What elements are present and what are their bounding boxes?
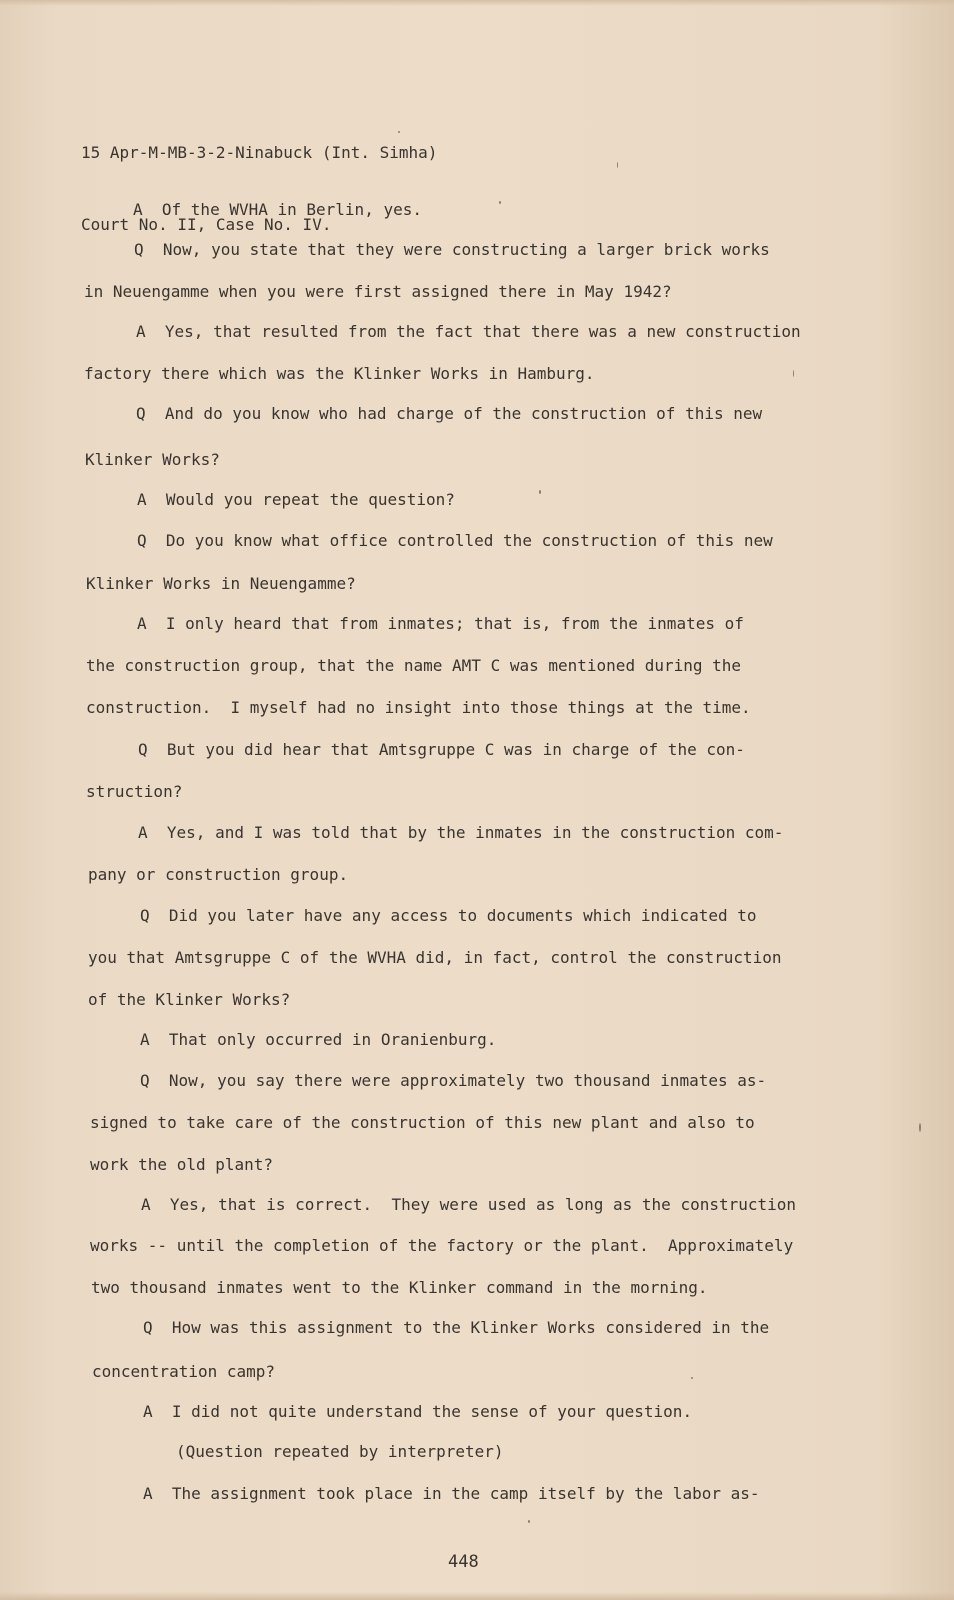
text-line-29: concentration camp? [92,1362,276,1381]
text-line-7: Klinker Works? [85,450,220,469]
text-line-17: pany or construction group. [88,865,349,884]
text-line-1: A Of the WVHA in Berlin, yes. [133,200,422,219]
text-line-13: construction. I myself had no insight into those things at the time. [86,698,751,717]
paper-speck [919,1123,921,1132]
text-line-19: you that Amtsgruppe C of the WVHA did, in fact, control the construction [88,948,782,967]
text-line-27: two thousand inmates went to the Klinker command in the morning. [91,1278,708,1297]
text-line-11: A I only heard that from inmates; that is, from the inmates of [137,614,744,633]
text-line-12: the construction group, that the name AMT C was mentioned during the [86,656,742,675]
text-line-8: A Would you repeat the question? [137,490,455,509]
paper-speck [499,201,501,204]
paper-speck [398,131,400,133]
text-line-4: A Yes, that resulted from the fact that there was a new construction [136,322,801,341]
header-line-1: 15 Apr-M-MB-3-2-Ninabuck (Int. Simha) [81,143,438,162]
text-line-31: (Question repeated by interpreter) [176,1442,504,1461]
paper-speck [539,490,541,494]
paper-speck [691,1377,693,1379]
text-line-2: Q Now, you state that they were constructing a larger brick works [134,240,770,259]
text-line-24: work the old plant? [90,1155,274,1174]
text-line-26: works -- until the completion of the factory or the plant. Approximately [90,1236,794,1255]
text-line-18: Q Did you later have any access to documents which indicated to [140,906,757,925]
text-line-14: Q But you did hear that Amtsgruppe C was in charge of the con- [138,740,745,759]
text-line-32: A The assignment took place in the camp itself by the labor as- [143,1484,760,1503]
text-line-6: Q And do you know who had charge of the construction of this new [136,404,763,423]
text-line-23: signed to take care of the construction of this new plant and also to [90,1113,755,1132]
text-line-21: A That only occurred in Oranienburg. [140,1030,497,1049]
text-line-15: struction? [86,782,183,801]
text-line-20: of the Klinker Works? [88,990,291,1009]
text-line-16: A Yes, and I was told that by the inmates in the construction com- [138,823,784,842]
text-line-3: in Neuengamme when you were first assigned there in May 1942? [84,282,672,301]
paper-speck [528,1520,530,1523]
text-line-25: A Yes, that is correct. They were used as long as the construction [141,1195,797,1214]
header-line-2: Court No. II, Case No. IV. [81,215,332,234]
paper-speck [617,162,618,168]
text-line-28: Q How was this assignment to the Klinker Works considered in the [143,1318,770,1337]
text-line-10: Klinker Works in Neuengamme? [86,574,356,593]
page-number: 448 [448,1552,479,1572]
text-line-22: Q Now, you say there were approximately two thousand inmates as- [140,1071,767,1090]
text-line-9: Q Do you know what office controlled the construction of this new [137,531,773,550]
text-line-30: A I did not quite understand the sense of your question. [143,1402,693,1421]
text-line-5: factory there which was the Klinker Works in Hamburg. [84,364,595,383]
paper-speck [793,370,794,377]
